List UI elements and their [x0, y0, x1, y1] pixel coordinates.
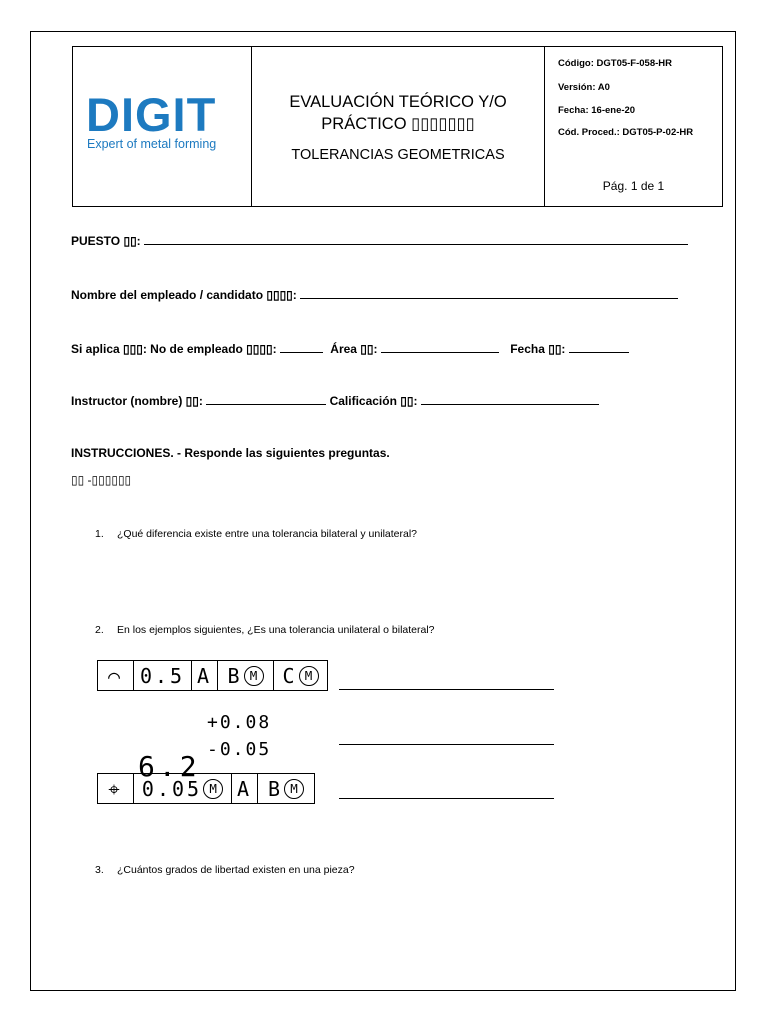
upper-tolerance: +0.08: [207, 712, 272, 733]
empleado-row: [71, 342, 629, 356]
doc-date: Fecha: 16-ene-20: [558, 105, 636, 116]
form-subtitle: TOLERANCIAS GEOMETRICAS: [291, 146, 505, 163]
doc-code: Código: DGT05-F-058-HR: [558, 58, 672, 69]
instructor-label: Instructor (nombre) ▯▯:: [71, 394, 203, 408]
calificacion-field[interactable]: [421, 394, 599, 405]
nombre-field[interactable]: [300, 288, 678, 299]
position-icon: ⌖: [98, 774, 134, 803]
area-label: Área ▯▯:: [330, 342, 378, 356]
area-field[interactable]: [381, 342, 499, 353]
form-title-line1: EVALUACIÓN TEÓRICO Y/O: [289, 92, 507, 111]
datum-b: B: [267, 776, 284, 801]
nombre-row: [71, 288, 678, 302]
datum-b: B: [227, 663, 243, 688]
answer-line-2[interactable]: [339, 744, 554, 745]
datum-c-cell: [274, 661, 327, 690]
doc-procedure-code: Cód. Proced.: DGT05-P-02-HR: [558, 127, 694, 138]
mmc-modifier: M: [299, 666, 319, 686]
datum-c: C: [282, 663, 298, 688]
instructions-subtitle: ▯▯ -▯▯▯▯▯▯: [71, 473, 132, 487]
answer-line-1[interactable]: [339, 689, 554, 690]
profile-of-line-icon: ⌒: [98, 661, 134, 690]
question-3: 3. ¿Cuántos grados de libertad existen en una pieza?: [95, 864, 355, 876]
doc-version: Versión: A0: [558, 82, 610, 93]
lower-tolerance: -0.05: [207, 739, 272, 760]
instructions-title: INSTRUCCIONES. - Responde las siguientes preguntas.: [71, 446, 390, 460]
instructor-row: [71, 394, 599, 408]
calificacion-label: Calificación ▯▯:: [329, 394, 418, 408]
instructor-field[interactable]: [206, 394, 326, 405]
page-number: Pág. 1 de 1: [602, 179, 665, 193]
datum-a: A: [232, 774, 258, 803]
tolerance-value: 0.5: [134, 661, 192, 690]
si-aplica-label: Si aplica ▯▯▯: No de empleado ▯▯▯▯:: [71, 342, 277, 356]
title-cell: [252, 47, 545, 206]
tolerance-value: 0.05: [141, 776, 203, 801]
nombre-label: Nombre del empleado / candidato ▯▯▯▯:: [71, 288, 297, 302]
puesto-row: [71, 234, 688, 248]
logo-cell: [73, 47, 252, 206]
datum-b-cell: [258, 774, 314, 803]
datum-a: A: [192, 661, 218, 690]
feature-control-frame-position: [97, 773, 315, 804]
question-2: 2. En los ejemplos siguientes, ¿Es una tolerancia unilateral o bilateral?: [95, 624, 435, 636]
company-logo: DIGIT: [86, 88, 217, 141]
fecha-field[interactable]: [569, 342, 629, 353]
datum-b-cell: [218, 661, 274, 690]
mmc-modifier: M: [203, 779, 223, 799]
form-header: [72, 46, 723, 207]
puesto-label: PUESTO ▯▯:: [71, 234, 141, 248]
logo-tagline: Expert of metal forming: [87, 137, 217, 151]
form-page: [30, 31, 736, 991]
form-title-line2: PRÁCTICO ▯▯▯▯▯▯▯: [321, 114, 475, 133]
answer-line-3[interactable]: [339, 798, 554, 799]
puesto-field[interactable]: [144, 234, 688, 245]
question-1: 1. ¿Qué diferencia existe entre una tolerancia bilateral y unilateral?: [95, 528, 418, 540]
feature-control-frame-profile: [97, 660, 328, 691]
nominal-dimension: 6.2: [138, 750, 201, 783]
fecha-label: Fecha ▯▯:: [510, 342, 566, 356]
meta-cell: [545, 47, 722, 206]
mmc-modifier: M: [244, 666, 264, 686]
position-tolerance-cell: [134, 774, 232, 803]
mmc-modifier: M: [284, 779, 304, 799]
numero-empleado-field[interactable]: [280, 342, 323, 353]
